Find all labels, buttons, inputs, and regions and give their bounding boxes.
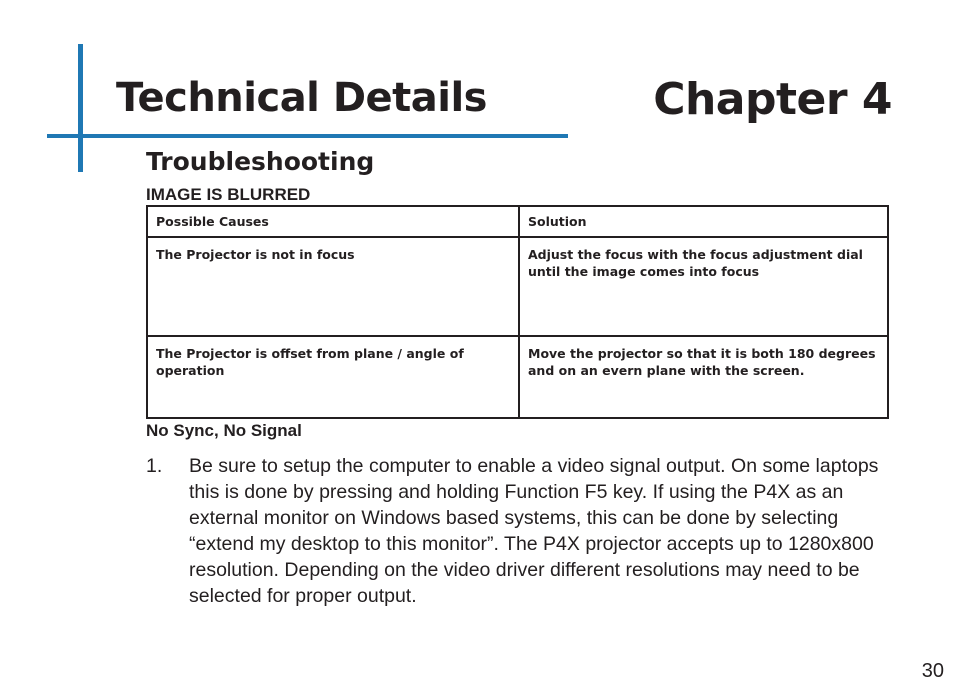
solution-cell: Adjust the focus with the focus adjustment dial until the image comes into focus [519,237,888,336]
page-number: 30 [921,660,944,682]
no-sync-heading: No Sync, No Signal [146,421,302,440]
list-item-text: Be sure to setup the computer to enable a video signal output. On some laptops this is done by pressing and holding Function F5 key. If using the P4X as an external monitor on Windows based systems, this can be done by selecting “extend my desktop to this monitor”. The P4X projector accepts up to 1280x800 resolution. Depending on the video driver different resolutions may need to be selected for proper output. [189,455,879,607]
header-solution: Solution [528,214,587,229]
table-header-cell [519,206,888,237]
table-row [147,336,888,418]
chapter-label: Chapter 4 [653,74,892,125]
accent-horizontal-rule [47,134,568,138]
accent-vertical-rule [78,44,83,172]
solution-cell: Move the projector so that it is both 180 degrees and on an evern plane with the screen. [519,336,888,418]
table-header-cell [147,206,519,237]
troubleshooting-table [146,205,889,419]
cause-cell: The Projector is not in focus [147,237,519,336]
blurred-heading: IMAGE IS BLURRED [146,185,311,204]
header-causes: Possible Causes [156,214,269,229]
section-title: Troubleshooting [146,147,375,176]
table-row [147,237,888,336]
list-item-number: 1. [146,455,163,477]
page-title: Technical Details [116,75,487,121]
cause-cell: The Projector is offset from plane / angle of operation [147,336,519,418]
table-header-row [147,206,888,237]
